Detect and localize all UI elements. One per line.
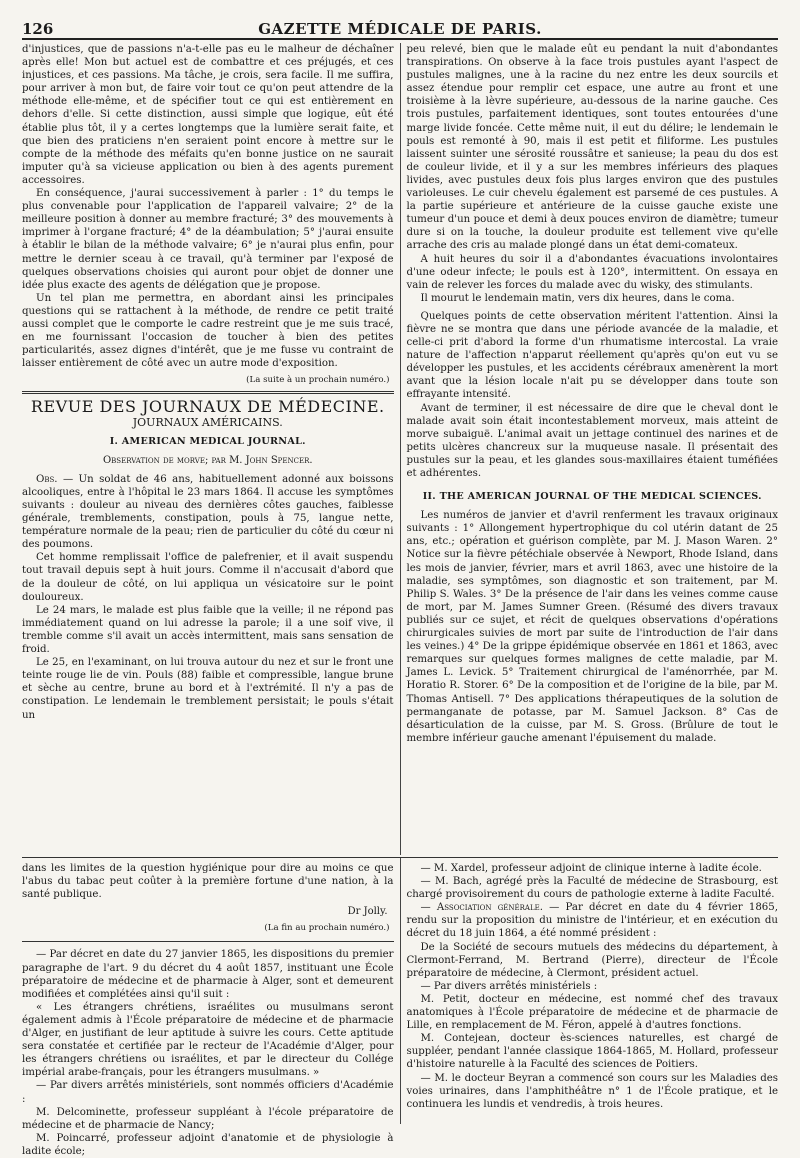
paragraph: Un tel plan me permettra, en abordant ainsi les principales questions qui se rattachent à la méthode, de rendre ce petit traité aussi complet que le comporte le cadre restreint que je me suis tracé, en me fournissant l'occasion de toucher à bien des petites particularités, assez dignes d'intérêt, que je me fusse vu contraint de laisser entièrement de côté avec un autre mode d'exposition. [22,292,394,370]
paragraph: M. Poincarré, professeur adjoint d'anatomie et de physiologie à ladite école; [22,1132,394,1157]
paragraph: Quelques points de cette observation méritent l'attention. Ainsi la fièvre ne se montra que dans une période avancée de la maladie, et celle-ci prit d'abord la forme d'un rhumatisme intercostal. La vraie nature de l'affection n'apparut réellement qu'après qu'on eut vu se développer les pustules, et les accidents cérébraux amenèrent la mort avant que la lésion locale n'ait pu se développer dans toute son effrayante intensité. [406,310,778,401]
divider [22,941,394,942]
paragraph: « Les étrangers chrétiens, israélites ou musulmans seront également admis à l'École préparatoire de médecine et de pharmacie d'Alger, en justifiant de leur aptitude à suivre les cours. Cette aptitude sera constatée et certifiée par le recteur de l'Académie d'Alger, pour les étrangers chrétiens ou israélites, et par le directeur du Collége impérial arabe-français, pour les étrangers musulmans. » [22,1001,394,1079]
paragraph: M. Delcominette, professeur suppléant à l'école préparatoire de médecine et de pharmacie de Nancy; [22,1106,394,1131]
paragraph: — M. Bach, agrégé près la Faculté de médecine de Strasbourg, est chargé provisoirement du cours de pathologie externe à ladite Faculté. [406,876,778,901]
paragraph: Le 25, en l'examinant, on lui trouva autour du nez et sur le front une teinte rouge lie de vin. Pouls (88) faible et compressible, langue brune et sèche au centre, brune au bord et à l'extrémité. Il n'y a pas de constipation. Le lendemain le tremblement persistait; le pouls s'était un [22,657,394,721]
paragraph: dans les limites de la question hygiénique pour dire au moins ce que l'abus du tabac peut coûter à la première fortune d'une nation, à la santé publique. [22,863,394,901]
paragraph [407,901,779,940]
paragraph: peu relevé, bien que le malade eût eu pendant la nuit d'abondantes transpirations. On observe à la face trois pustules ayant l'aspect de pustules malignes, une à la racine du nez entre les deux sourcils et assez étendue pour remplir cet espace, une autre au front et une troisième à la lèvre supérieure, au-dessous de la narine gauche. Ces trois pustules, parfaitement identiques, sont toutes entourées d'une marge livide foncée. Cette même nuit, il eut du délire; le lendemain le pouls est remonté à 90, mais il est petit et filiforme. Les pustules laissent suinter une sérosité roussâtre et sanieuse; la peau du dos est de couleur livide, et il y a sur les membres inférieurs des plaques livides, avec pustules deux fois plus larges environ que des pustules varioleuses. Le cuir chevelu également est parsemé de ces pustules. A la partie supérieure et antérieure de la cuisse gauche existe une tumeur d'un pouce et demi à deux pouces environ de diamètre; tumeur dure si on la touche, la douleur produite est tellement vive qu'elle arrache des cris au malade plongé dans un état demi-comateux. [406,44,778,252]
left-column [22,43,400,855]
paragraph-text: — Par décret en date du 4 février 1865, rendu sur la proposition du ministre de l'intérieur, et en exécution du décret du 18 juin 1864, a été nommé président : [406,902,778,940]
paragraph: Le 24 mars, le malade est plus faible que la veille; il ne répond pas immédiatement quand on lui adresse la parole; il a une soif vive, il tremble comme s'il avait un accès intermittent, mais sans sensation de froid. [22,604,394,656]
paragraph: Les numéros de janvier et d'avril renferment les travaux originaux suivants : 1° Allongement hypertrophique du col utérin datant de 25 ans, etc.; opération et guérison complète, par M. J. Mason Waren. 2° Notice sur la fièvre pétéchiale observée à Newport, Rhode Island, dans les mois de janvier, février, mars et avril 1863, avec une histoire de la maladie, ses symptômes, son diagnostic et son traitement, par M. Philip S. Wales. 3° De la présence de l'air dans les veines comme cause de mort, par M. James Sumner Green. (Résumé des divers travaux publiés sur ce sujet, et récit de quelques observations d'opérations chirurgicales suivies de mort par suite de l'introduction de l'air dans les veines.) 4° De la grippe épidémique observée en 1861 et 1863, avec remarques sur quelques formes malignes de cette maladie, par M. James L. Levick. 5° Traitement chirurgical de l'aménorrhée, par M. Horatio R. Storer. 6° De la composition et de l'origine de la bile, par M. Thomas Antisell. 7° Des applications thérapeutiques de la solution de permanganate de potasse, par M. Samuel Jackson. 8° Cas de désarticulation de la cuisse, par M. S. Gross. (Brûlure de tout le membre inférieur gauche amenant l'épuisement du malade. [406,510,778,744]
right-column [400,43,779,855]
journal-title: GAZETTE MÉDICALE DE PARIS. [258,20,542,38]
observation-lead: Obs. — [36,473,74,485]
paragraph: Il mourut le lendemain matin, vers dix heures, dans le coma. [420,292,735,304]
section-subtitle: JOURNAUX AMÉRICAINS. [132,415,283,429]
paragraph-text: Un soldat de 46 ans, habituellement adonné aux boissons alcooliques, entre à l'hôpital le 23 mars 1864. Il accuse les symptômes suivants : douleur au niveau des dernières côtes gauches, faiblesse générale, tremblements, constipation, pouls à 75, langue nette, température normale de la peau; rien de particulier du côté du cœur ni des poumons. [22,473,394,551]
paragraph: — M. le docteur Beyran a commencé son cours sur les Maladies des voies urinaires, dans l'amphithéâtre n° 1 de l'École pratique, et le continuera les lundis et vendredis, à trois heures. [406,1072,778,1110]
article-title: I. AMERICAN MEDICAL JOURNAL. [109,435,306,447]
signature: Dr Jolly. [347,906,388,918]
continuation-note: (La suite à un prochain numéro.) [246,375,390,386]
paragraph: d'injustices, que de passions n'a-t-elle pas eu le malheur de déchaîner après elle! Mon but actuel est de combattre et ces préjugés, et ces injustices, et ces passions. Ma tâche, je crois, sera facile. Il me suffira, pour arriver à mon but, de faire voir tout ce qu'on peut attendre de la méthode elle-même, et de spécifier tout ce qui est entièrement en dehors d'elle. Si cette distinction, aussi simple que logique, eût été établie plus tôt, il y a certes longtemps que la lumière serait faite, et que bien des praticiens n'en seraient point encore à mettre sur le compte de la méthode des méfaits qu'en bonne justice on ne saurait imputer qu'à sa vicieuse application ou bien à des agents purement accessoires. [22,44,394,186]
continuation-note: (La fin au prochain numéro.) [264,923,390,934]
paragraph: M. Contejean, docteur ès-sciences naturelles, est chargé de suppléer, pendant l'année classique 1864-1865, M. Hollard, professeur d'histoire naturelle à la Faculté des sciences de Poitiers. [406,1033,778,1071]
paragraph: — Par divers arrêtés ministériels : [420,980,598,992]
section-divider [22,391,394,394]
paragraph: — Par décret en date du 27 janvier 1865, les dispositions du premier paragraphe de l'art. 9 du décret du 4 août 1857, instituant une École préparatoire de médecine et de pharmacie à Alger, sont et demeurent modifiées et complétées ainsi qu'il suit : [22,949,394,1000]
paragraph: Avant de terminer, il est nécessaire de dire que le cheval dont le malade avait soin était incontestablement morveux, mais atteint de morve subaiguë. L'animal avait un jettage continuel des narines et de petits ulcères chancreux sur la muqueuse nasale. Il présentait des pustules sur la peau, et les glandes sous-maxillaires étaient tuméfiées et adhérentes. [406,402,778,479]
paragraph: M. Petit, docteur en médecine, est nommé chef des travaux anatomiques à l'École préparatoire de médecine et de pharmacie de Lille, en remplacement de M. Féron, appelé à d'autres fonctions. [406,993,778,1032]
association-label: — Association générale. [420,902,543,914]
paragraph: A huit heures du soir il a d'abondantes évacuations involontaires d'une odeur infecte; le pouls est à 120°, intermittent. On essaya en vain de relever les forces du malade avec du wisky, des stimulants. [406,253,778,291]
page-number: 126 [22,20,54,38]
paragraph: Cet homme remplissait l'office de palefrenier, et il avait suspendu tout travail depuis sept à huit jours. Comme il n'accusait d'abord que de la douleur de côté, on lui appliqua un vésicatoire sur le point douloureux. [22,552,394,603]
bottom-right-column [400,858,779,1124]
paragraph: — Par divers arrêtés ministériels, sont nommés officiers d'Académie : [22,1080,394,1105]
paragraph: De la Société de secours mutuels des médecins du département, à Clermont-Ferrand, M. Bertrand (Pierre), directeur de l'École préparatoire de médecine, à Clermont, président actuel. [406,941,778,979]
bottom-left-column [22,858,400,1157]
paragraph [22,473,394,552]
top-columns [22,43,778,855]
bottom-columns [22,857,778,1157]
section-title: REVUE DES JOURNAUX DE MÉDECINE. [30,397,385,417]
article-title: II. THE AMERICAN JOURNAL OF THE MEDICAL SCIENCES. [422,491,762,503]
paragraph: — M. Xardel, professeur adjoint de clinique interne à ladite école. [420,863,762,874]
observation-title: Observation de morve; par M. John Spencer. [102,454,313,466]
page-header [22,16,778,40]
paragraph: En conséquence, j'aurai successivement à parler : 1° du temps le plus convenable pour l'application de l'appareil valvaire; 2° de la meilleure position à donner au membre fracturé; 3° des mouvements à imprimer à l'organe fracturé; 4° de la déambulation; 5° j'aurai ensuite à établir le bilan de la méthode valvaire; 6° je n'aurai plus enfin, pour mettre le dernier sceau à ce travail, qu'à terminer par l'exposé de quelques observations choisies qui auront pour objet de donner une idée plus exacte des agents de délégation que je propose. [22,188,394,291]
